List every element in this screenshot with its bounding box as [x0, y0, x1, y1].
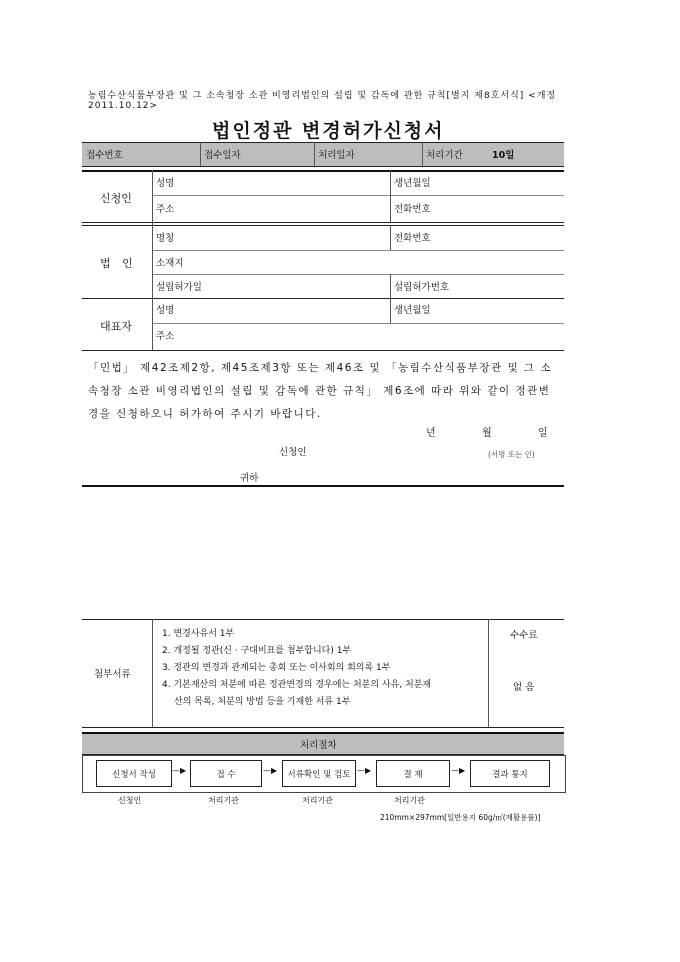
- permit-date-field[interactable]: 설립허가일: [156, 282, 202, 293]
- attachment-item: 2. 개정될 정관(신 · 구대비표를 첨부합니다) 1부: [162, 646, 352, 656]
- attachment-item: 1. 변경사유서 1부: [162, 629, 235, 639]
- step-review: 서류확인 및 검토: [282, 760, 356, 787]
- statement-paragraph: [88, 357, 564, 426]
- step-receipt: 접 수: [190, 760, 262, 787]
- applicant-address-field[interactable]: 주소: [156, 204, 175, 215]
- receipt-date-label: 접수일자: [204, 150, 241, 161]
- statement-line: 「민법」 제42조제2항, 제45조제3항 또는 제46조 및 「농림수산식품부장관 및 그 소: [88, 362, 553, 374]
- fee-label: 수수료: [510, 630, 538, 641]
- arrow-right-icon: —▶: [263, 766, 278, 775]
- step-approval: 결 재: [376, 760, 450, 787]
- fee-value: 없 음: [513, 682, 535, 693]
- addressee-label: 귀하: [240, 473, 259, 484]
- date-day-label: 일: [538, 428, 548, 439]
- actor-agency: 처리기관: [302, 796, 333, 805]
- process-period-label: 처리기간: [426, 150, 463, 161]
- representative-section-label: 대표자: [100, 320, 132, 333]
- corporation-location-field[interactable]: 소재지: [156, 258, 184, 269]
- actor-agency: 처리기관: [208, 796, 239, 805]
- applicant-birth-field[interactable]: 생년월일: [394, 178, 431, 189]
- arrow-right-icon: —▶: [357, 766, 372, 775]
- applicant-phone-field[interactable]: 전화번호: [394, 204, 431, 215]
- corporation-section-label: 법 인: [100, 257, 137, 270]
- attachment-list: [162, 626, 482, 711]
- date-month-label: 월: [482, 428, 492, 439]
- paper-spec-footer: 210mm×297mm[일반용지 60g/㎡(재활용품)]: [380, 813, 541, 822]
- permit-number-field[interactable]: 설립허가번호: [394, 282, 450, 293]
- corporation-phone-field[interactable]: 전화번호: [394, 233, 431, 244]
- applicant-section-label: 신청인: [100, 192, 132, 205]
- form-revision-date: 2011.10.12>: [88, 101, 159, 111]
- corporation-name-field[interactable]: 명칭: [156, 233, 175, 244]
- process-date-label: 처리일자: [318, 150, 355, 161]
- form-reference-note: 농림수산식품부장관 및 그 소속청장 소관 비영리법인의 설립 및 감독에 관한 규칙[별지 제8호서식] <개정: [88, 91, 557, 101]
- attachment-item: 3. 정관의 변경과 관계되는 총회 또는 이사회의 회의록 1부: [162, 663, 391, 673]
- attachment-item: 산의 목록, 처분의 방법 등을 기재한 서류 1부: [174, 697, 351, 707]
- page-title: 법인정관 변경허가신청서: [212, 120, 445, 142]
- receipt-number-label: 접수번호: [86, 150, 123, 161]
- step-notification: 결과 통지: [470, 760, 550, 787]
- attachments-label: 첨부서류: [94, 669, 131, 680]
- date-year-label: 년: [426, 428, 436, 439]
- representative-address-field[interactable]: 주소: [156, 331, 175, 342]
- attachment-item: 4. 기본재산의 처분에 따른 정관변경의 경우에는 처분의 사유, 처분재: [162, 680, 432, 690]
- signature-note: (서명 또는 인): [488, 450, 535, 459]
- procedure-title: 처리절차: [300, 740, 337, 751]
- statement-line: 경을 신청하오니 허가하여 주시기 바랍니다.: [88, 408, 322, 420]
- arrow-right-icon: —▶: [451, 766, 466, 775]
- actor-applicant: 신청인: [118, 796, 142, 805]
- arrow-right-icon: —▶: [172, 766, 187, 775]
- actor-agency: 처리기관: [394, 796, 425, 805]
- step-application: 신청서 작성: [96, 760, 172, 787]
- process-period-value: 10일: [492, 150, 515, 161]
- representative-birth-field[interactable]: 생년월일: [394, 305, 431, 316]
- applicant-name-field[interactable]: 성명: [156, 178, 175, 189]
- signature-applicant-label: 신청인: [279, 447, 307, 458]
- representative-name-field[interactable]: 성명: [156, 305, 175, 316]
- statement-line: 속청장 소관 비영리법인의 설립 및 감독에 관한 규칙」 제6조에 따라 위와 같이 정관변: [88, 385, 551, 397]
